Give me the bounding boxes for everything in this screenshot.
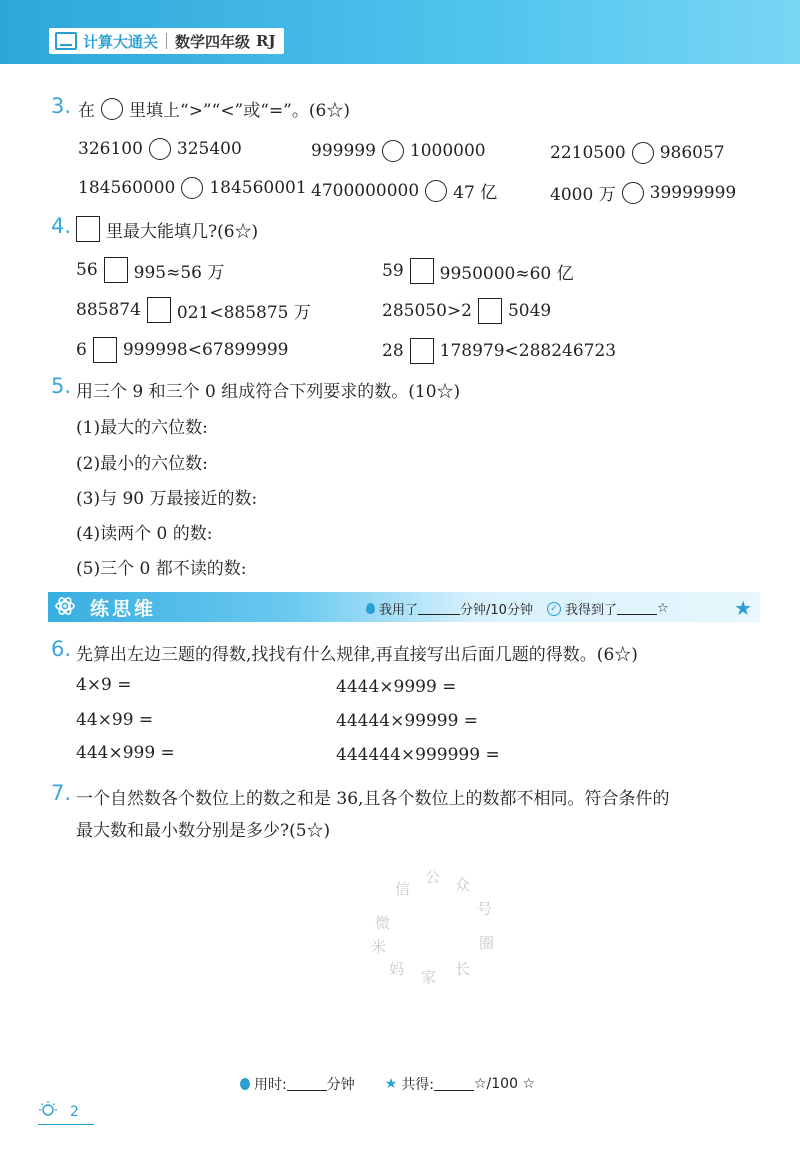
q3-item-left: 4700000000 (311, 180, 420, 201)
star-badge-icon: ★ (734, 596, 752, 620)
q3-item-right: 39999999 (649, 182, 737, 203)
edition-label: RJ (256, 32, 276, 50)
answer-box[interactable] (410, 338, 434, 364)
stamp-char: 圈 (479, 934, 495, 952)
check-icon: ✓ (547, 602, 561, 616)
q3-number: 3. (51, 94, 72, 118)
total-unit: ☆/100 ☆ (474, 1076, 535, 1092)
q3-item (78, 177, 307, 199)
q4-item (76, 257, 224, 283)
grade-label: 数学四年级 (175, 32, 251, 51)
q3-item (550, 142, 725, 164)
q3-item-right: 184560001 (209, 178, 307, 198)
divider (166, 33, 167, 49)
answer-circle[interactable] (622, 182, 644, 204)
q4-prompt (76, 216, 258, 242)
square-blank-icon (76, 216, 100, 242)
stamp-char: 长 (455, 960, 471, 978)
stamp-char: 妈 (389, 960, 405, 978)
q3-prefix: 在 (78, 101, 95, 121)
q4-item (76, 297, 311, 323)
q3-item-right: 986057 (659, 143, 725, 163)
atom-icon (54, 595, 76, 617)
q5-sub: (2)最小的六位数: (76, 454, 208, 474)
q6-prompt: 先算出左边三题的得数,找找有什么规律,再直接写出后面几题的得数。(6☆) (76, 645, 638, 665)
q4-item-right: 999998<67899999 (122, 340, 289, 360)
q4-item-left: 56 (76, 260, 98, 280)
q3-item-right: 47 亿 (453, 183, 498, 203)
q6-left-item: 444×999 = (76, 743, 175, 763)
q4-item-left: 59 (382, 261, 404, 281)
q3-item (311, 178, 497, 203)
q4-item (382, 258, 574, 284)
q3-prompt (78, 96, 350, 121)
answer-box[interactable] (93, 337, 117, 363)
stamp-char: 公 (425, 868, 441, 886)
q4-item (382, 338, 616, 364)
stamp-char: 家 (421, 968, 437, 986)
stamp-char: 众 (455, 876, 471, 894)
answer-box[interactable] (478, 298, 502, 324)
q4-item-left: 6 (76, 340, 87, 360)
clock-icon (240, 1078, 250, 1090)
q4-number: 4. (51, 214, 72, 238)
answer-box[interactable] (147, 297, 171, 323)
answer-circle[interactable] (425, 180, 447, 202)
q3-item-left: 326100 (78, 139, 143, 159)
time-label: 用时: (254, 1077, 287, 1093)
q4-item-right: 9950000≈60 亿 (439, 263, 574, 284)
time-blank[interactable] (418, 602, 460, 615)
q4-suffix: 里最大能填几?(6☆) (106, 221, 259, 242)
q5-sub: (1)最大的六位数: (76, 418, 208, 438)
circle-blank-icon (101, 98, 123, 120)
answer-box[interactable] (410, 258, 434, 284)
answer-box[interactable] (104, 257, 128, 283)
score-blank[interactable] (617, 602, 657, 615)
stamp-char: 信 (395, 880, 411, 898)
q3-item-left: 2210500 (550, 143, 626, 163)
q3-suffix: 里填上“>”“<”或“=”。(6☆) (129, 101, 350, 121)
used-prefix: 我用了 (379, 603, 419, 618)
q3-item-right: 1000000 (409, 141, 486, 161)
q4-item (382, 298, 551, 324)
stamp-char: 号 (477, 900, 493, 918)
got-prefix: 我得到了 (564, 603, 617, 618)
q6-left-item: 4×9 = (76, 675, 132, 695)
q4-item-right: 021<885875 万 (176, 302, 311, 323)
q5-sub: (5)三个 0 都不读的数: (76, 559, 247, 579)
q7-line2: 最大数和最小数分别是多少?(5☆) (76, 821, 331, 841)
used-suffix: 分钟/10分钟 (460, 603, 533, 618)
q3-item (550, 180, 736, 205)
q4-item-right: 995≈56 万 (133, 262, 225, 283)
q6-left-item: 44×99 = (76, 710, 154, 730)
q3-item-right: 325400 (176, 139, 242, 159)
footer-score-blank[interactable] (434, 1078, 474, 1091)
q6-right-item: 444444×999999 = (336, 745, 500, 765)
q6-right-item: 44444×99999 = (336, 711, 479, 731)
book-icon (55, 32, 77, 50)
answer-circle[interactable] (632, 142, 654, 164)
q7-number: 7. (51, 781, 72, 805)
star-icon: ★ (384, 1076, 398, 1092)
q5-sub: (4)读两个 0 的数: (76, 524, 213, 544)
drop-icon (366, 603, 375, 614)
sun-icon (36, 1100, 62, 1120)
series-title: 计算大通关 (83, 32, 159, 51)
q3-item-left: 4000 万 (550, 185, 616, 205)
total-label: 共得: (401, 1077, 434, 1093)
q3-item (78, 138, 242, 160)
page-number: 2 (70, 1104, 79, 1120)
q3-item-left: 999999 (311, 141, 376, 161)
q4-item (76, 337, 289, 363)
stamp-char: 米 (371, 938, 387, 956)
section-banner (48, 592, 760, 622)
page-line (38, 1124, 94, 1125)
section-title: 练思维 (90, 598, 157, 620)
q7-line1: 一个自然数各个数位上的数之和是 36,且各个数位上的数都不相同。符合条件的 (76, 789, 670, 809)
q4-item-left: 885874 (76, 300, 141, 320)
q6-right-item: 4444×9999 = (336, 677, 457, 697)
q6-number: 6. (51, 637, 72, 661)
q5-sub: (3)与 90 万最接近的数: (76, 489, 258, 509)
answer-circle[interactable] (382, 140, 404, 162)
time-unit: 分钟 (326, 1077, 355, 1093)
page-header (0, 0, 800, 64)
answer-circle[interactable] (181, 177, 203, 199)
q3-item-left: 184560000 (78, 178, 176, 198)
q4-item-left: 28 (382, 341, 404, 361)
banner-stats (366, 599, 669, 618)
stamp-char: 微 (375, 914, 391, 932)
q5-number: 5. (51, 374, 72, 398)
q4-item-right: 178979<288246723 (439, 341, 617, 361)
q4-item-left: 285050>2 (382, 301, 472, 321)
answer-circle[interactable] (149, 138, 171, 160)
got-suffix: ☆ (656, 601, 669, 616)
footer-stats (240, 1074, 535, 1094)
watermark-stamp (365, 866, 505, 986)
footer-time-blank[interactable] (287, 1078, 327, 1091)
header-tab (49, 28, 284, 54)
q5-prompt: 用三个 9 和三个 0 组成符合下列要求的数。(10☆) (76, 382, 461, 402)
q3-item (311, 140, 486, 162)
q4-item-right: 5049 (507, 301, 552, 321)
